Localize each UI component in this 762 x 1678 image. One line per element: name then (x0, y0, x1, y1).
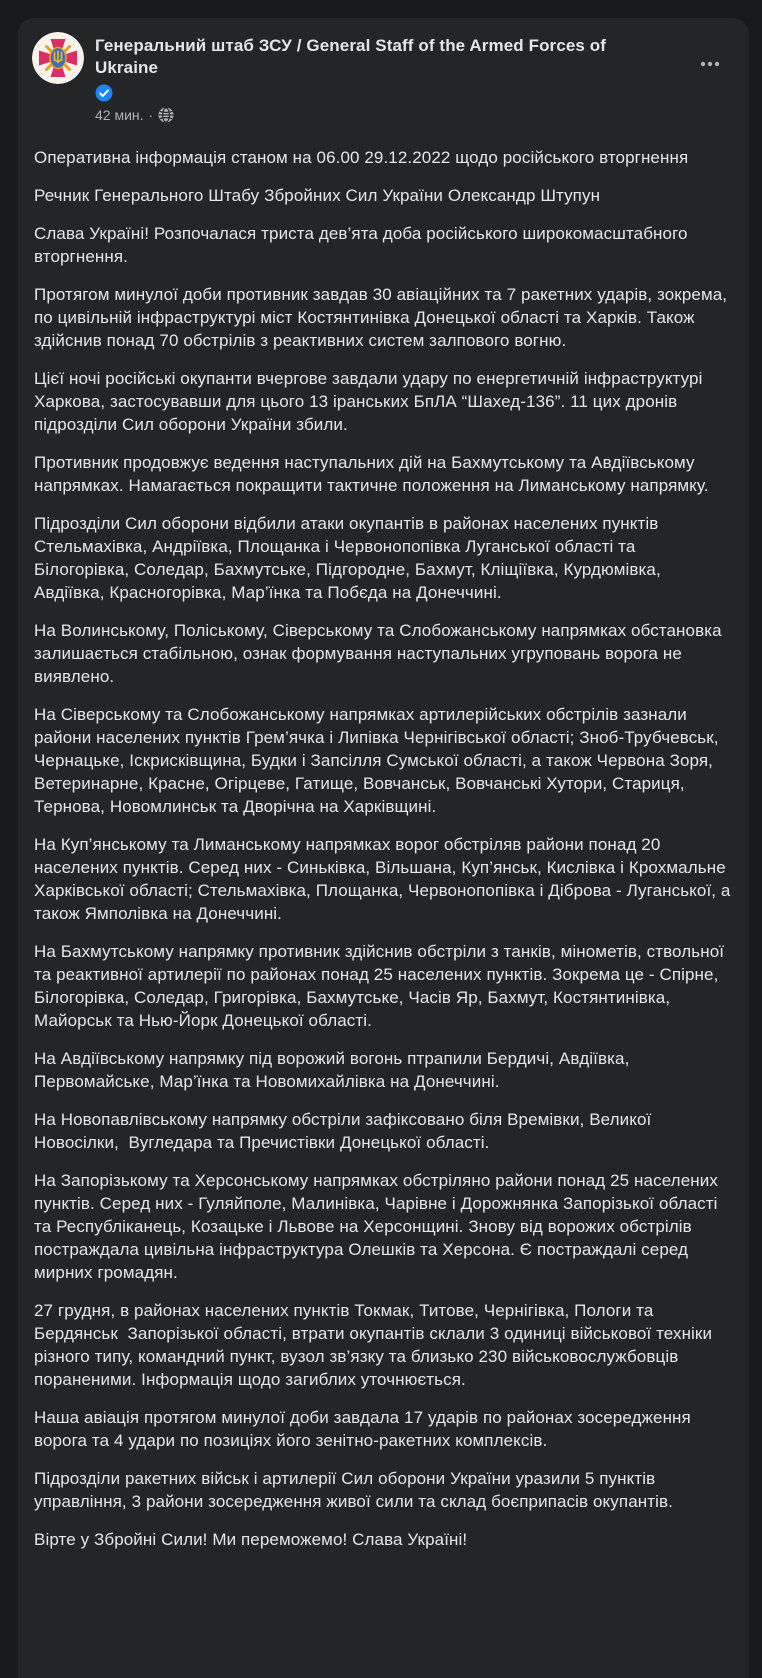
timestamp-link[interactable]: 42 мин. (95, 107, 144, 123)
meta-separator: · (148, 107, 154, 123)
post-paragraph: Оперативна інформація станом на 06.00 29.12.2022 щодо російського вторгнення (34, 148, 689, 167)
post-header (18, 18, 749, 123)
post-paragraph: На Сіверському та Слобожанському напрямках артилерійських обстрілів зазнали райони населених пунктів Грем’ячка і Липівка Чернігівської області; Зноб-Трубчевськ, Чернацьке, Іскрисківщина, Будки і Запсілля Сумської області, а також Червона Зоря, Ветеринарне, Красне, Огірцеве, Гатище, Вовчанськ, Вовчанські Хутори, Стариця, Тернова, Новомлинськ та Дворічна на Харківщині. (34, 705, 724, 816)
header-info (95, 32, 655, 123)
post-paragraph: Цієї ночі російські окупанти вчергове завдали удару по енергетичній інфраструктурі Харкова, застосувавши для цього 13 іранських БпЛА “Шахед-136”. 11 цих дронів підрозділи Сил оборони України збили. (34, 369, 708, 434)
post-paragraph: Підрозділи Сил оборони відбили атаки окупантів в районах населених пунктів Стельмахівка, Андріївка, Площанка і Червонопопівка Луганської області та Білогорівка, Соледар, Бахмутське, Підгородне, Бахмут, Кліщіївка, Курдюмівка, Авдіївка, Красногорівка, Мар’їнка та Побєда на Донеччині. (34, 514, 666, 602)
globe-public-icon (158, 107, 174, 123)
page-avatar[interactable] (32, 32, 84, 84)
post-paragraph: Слава Україні! Розпочалася триста дев’ята доба російського широкомасштабного вторгнення. (34, 224, 693, 266)
post-text (18, 146, 749, 1551)
post-paragraph: Противник продовжує ведення наступальних дій на Бахмутському та Авдіївському напрямках. Намагається покращити тактичне положення на Лиманському напрямку. (34, 453, 709, 495)
post-paragraph: На Волинському, Поліському, Сіверському та Слобожанському напрямках обстановка залишається стабільною, ознак формування наступальних угруповань ворога не виявлено. (34, 621, 727, 686)
post-paragraph: Вірте у Збройні Сили! Ми переможемо! Слава Україні! (34, 1530, 468, 1549)
post-paragraph: На Авдіївському напрямку під ворожий вогонь птрапили Бердичі, Авдіївка, Первомайське, Мар’їнка та Новомихайлівка на Донеччині. (34, 1049, 635, 1091)
page-name-link[interactable]: Генеральний штаб ЗСУ / General Staff of the Armed Forces of Ukraine (95, 36, 607, 77)
post-paragraph: На Бахмутському напрямку противник здійснив обстріли з танків, мінометів, ствольної та реактивної артилерії по районах понад 25 населених пунктів. Зокрема це - Спірне, Білогорівка, Соледар, Григорівка, Бахмутське, Часів Яр, Бахмут, Костянтинівка, Майорськ та Нью-Йорк Донецької області. (34, 942, 729, 1030)
post-paragraph: Підрозділи ракетних військ і артилерії Сил оборони України уразили 5 пунктів управління, 3 райони зосередження живої сили та склад боєприпасів окупантів. (34, 1469, 673, 1511)
post-paragraph: Протягом минулої доби противник завдав 30 авіаційних та 7 ракетних ударів, зокрема, по цивільній інфраструктурі міст Костянтинівка Донецької області та Харків. Також здійснив понад 70 обстрілів з реактивних систем залпового вогню. (34, 285, 732, 350)
post-paragraph: На Куп’янському та Лиманському напрямках ворог обстріляв райони понад 20 населених пунктів. Серед них - Синьківка, Вільшана, Куп’янськ, Кислівка і Крохмальне Харківської області; Стельмахівка, Площанка, Червонопопівка і Діброва - Луганської, а також Ямполівка на Донеччині. (34, 835, 736, 923)
post-meta (95, 107, 655, 123)
post-paragraph: На Новопавлівському напрямку обстріли зафіксовано біля Времівки, Великої Новосілки, Вугледара та Пречистівки Донецької області. (34, 1110, 657, 1152)
post-paragraph: Речник Генерального Штабу Збройних Сил України Олександр Штупун (34, 186, 601, 205)
post-paragraph: 27 грудня, в районах населених пунктів Токмак, Титове, Чернігівка, Пологи та Бердянськ Запорізької області, втрати окупантів склали 3 одиниці військової техніки різного типу, командний пункт, вузол зв’язку та близько 230 військовослужбовців пораненими. Інформація щодо загиблих уточнюється. (34, 1301, 717, 1389)
post-paragraph: Наша авіація протягом минулої доби завдала 17 ударів по районах зосередження ворога та 4 удари по позиціях його зенітно-ракетних комплексів. (34, 1408, 696, 1450)
three-dots-icon (700, 61, 720, 67)
post-card (18, 18, 749, 1678)
more-options-button[interactable] (698, 52, 722, 76)
post-paragraph: На Запорізькому та Херсонському напрямках обстріляно райони понад 25 населених пунктів. Серед них - Гуляйполе, Малинівка, Чарівне і Дорожнянка Запорізької області та Республіканець, Козацьке і Львове на Херсонщині. Знову від ворожих обстрілів постраждала цивільна інфраструктура Олешків та Херсона. Є постраждалі серед мирних громадян. (34, 1171, 723, 1282)
badge-row (95, 84, 655, 102)
verified-badge-icon (95, 84, 113, 102)
